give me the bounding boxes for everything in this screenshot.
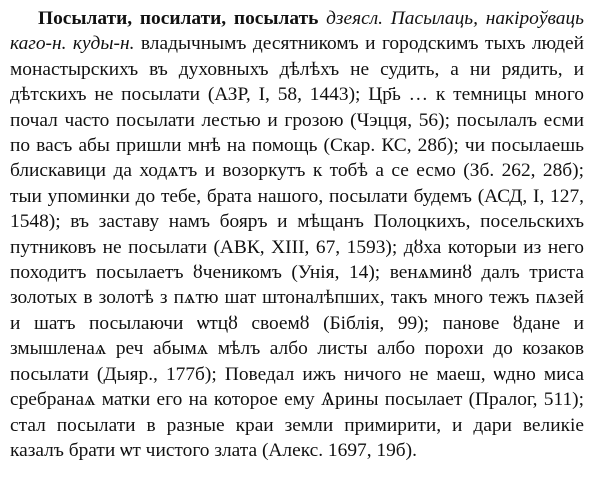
entry-translation: дзеясл. Пасылаць, накіроўваць каго-н. куды-н. — [10, 8, 584, 55]
entry-citations: владычнымъ десятникомъ и городскимъ тыхъ людей монастырскихъ въ духовныхъ дѣлѣхъ не судить, а ни рядить, и дѣтскихъ не посылати (АЗР, I, 58, 1443); Цр҃ь … к темницы много почал часто посылати лестью и грозою (Чэцця, 56); посылалъ есми по васъ абы пришли мнѣ на помощь (Скар. КС, 28б); чи посылаешь блискавици да ходѧтъ и возоркутъ к тобѣ а се есмо (Зб. 262, 28б); тыи упоминки до тебе, брата нашого, посылати будемъ (АСД, I, 127, 1548); въ заставу намъ бояръ и мѣщанъ Полоцкихъ, посельскихъ путниковъ не посылати (АВК, XIII, 67, 1593); дȣха которыи из него походитъ посылаетъ ȣченикомъ (Унія, 14); венѧминȣ далъ триста золотых в золотѣ з пѧтю шат штоналѣпших, такъ много тежъ пѧзей и шатъ посылаючи ѡтцȣ своемȣ (Біблія, 99); панове ȣдане и змышленаѧ реч абымѧ мѣлъ албо листы албо порохи до козаков посылати (Дыяр., 177б); Поведал ижъ ничого не маеш, ѡдно миса сребранаѧ матки его на которое ему Ѧрины посылает (Пралог, 511); стал посылати в разные краи земли примирити, и дари великіе казалъ брати ѡт чистого злата (Алекс. 1697, 19б). — [10, 33, 584, 461]
dictionary-entry — [10, 6, 584, 463]
entry-headword: Посылати, посилати, посылать — [38, 8, 319, 29]
